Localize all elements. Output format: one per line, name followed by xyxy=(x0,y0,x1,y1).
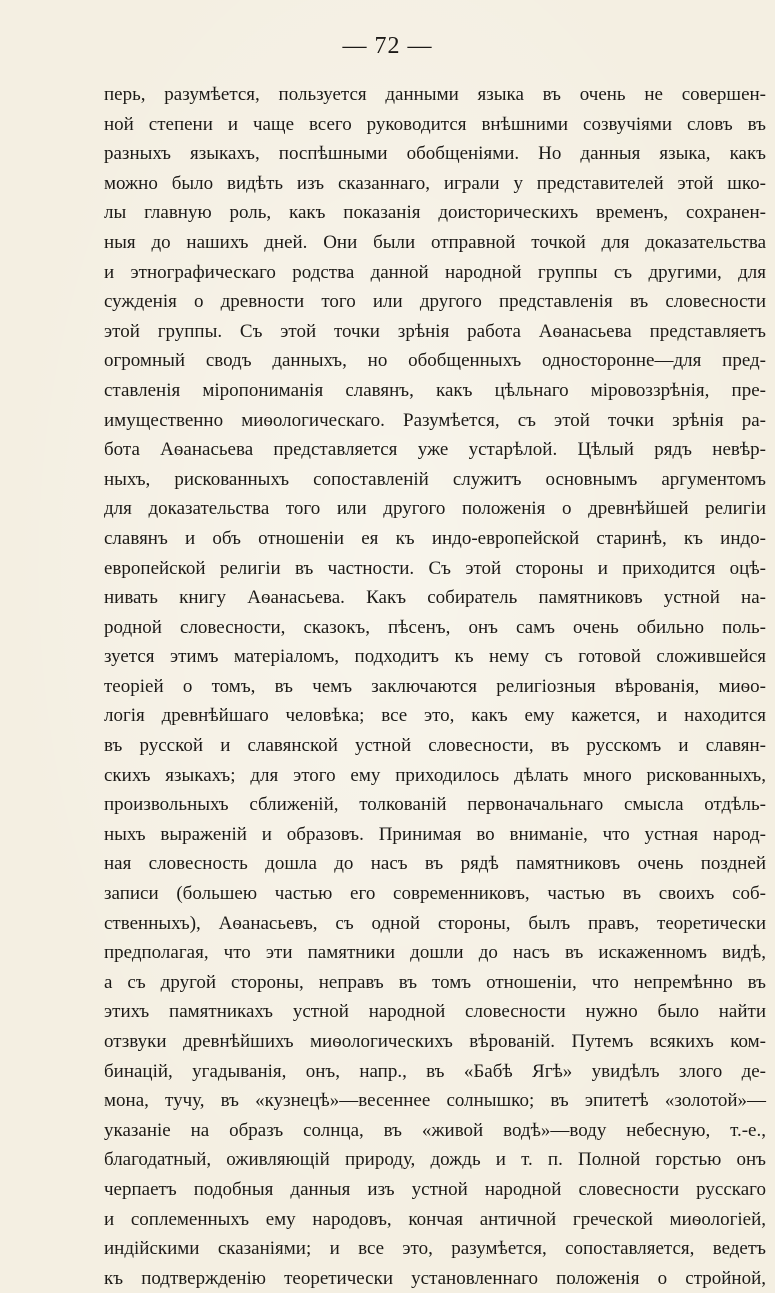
text-line: можно было видѣть изъ сказаннаго, играли у представителей этой шко- xyxy=(104,172,766,194)
text-line: этой группы. Съ этой точки зрѣнія работа Аѳанасьева представляетъ xyxy=(104,320,766,342)
text-line: ставленія міропониманія славянъ, какъ цѣльнаго міровоззрѣнія, пре- xyxy=(104,379,766,401)
text-line: сужденія о древности того или другого представленія въ словесности xyxy=(104,291,766,313)
text-line: нивать книгу Аѳанасьева. Какъ собиратель памятниковъ устной на- xyxy=(104,587,766,609)
text-line: и соплеменныхъ ему народовъ, кончая античной греческой миѳологіей, xyxy=(104,1208,766,1230)
text-line: славянъ и объ отношеніи ея къ индо-европейской старинѣ, къ индо- xyxy=(104,527,766,549)
text-line: огромный сводъ данныхъ, но обобщенныхъ односторонне—для пред- xyxy=(104,350,766,372)
text-line: ныя до нашихъ дней. Они были отправной точкой для доказательства xyxy=(104,231,766,253)
text-line: теоріей о томъ, въ чемъ заключаются религіозныя вѣрованія, миѳо- xyxy=(104,675,766,697)
text-line: для доказательства того или другого положенія о древнѣйшей религіи xyxy=(104,498,766,520)
text-line: этихъ памятникахъ устной народной словесности нужно было найти xyxy=(104,1001,766,1023)
page-number: — 72 — xyxy=(342,33,433,59)
text-line: въ русской и славянской устной словесности, въ русскомъ и славян- xyxy=(104,735,766,757)
text-line: къ подтвержденію теоретически установленнаго положенія о стройной, xyxy=(104,1267,766,1289)
text-line: и этнографическаго родства данной народной группы съ другими, для xyxy=(104,261,766,283)
text-line: бинацій, угадыванія, онъ, напр., въ «Бабѣ Ягѣ» увидѣлъ злого де- xyxy=(104,1060,766,1082)
text-line: скихъ языкахъ; для этого ему приходилось дѣлать много рискованныхъ, xyxy=(104,764,766,786)
text-line: индійскими сказаніями; и все это, разумѣется, сопоставляется, ведетъ xyxy=(104,1238,766,1260)
text-line: а съ другой стороны, неправъ въ томъ отношеніи, что непремѣнно въ xyxy=(104,971,766,993)
text-line: ныхъ выраженій и образовъ. Принимая во вниманіе, что устная народ- xyxy=(104,823,766,845)
text-line: отзвуки древнѣйшихъ миѳологическихъ вѣрованій. Путемъ всякихъ ком- xyxy=(104,1031,766,1052)
text-line: зуется этимъ матеріаломъ, подходитъ къ нему съ готовой сложившейся xyxy=(104,646,766,668)
text-line: указаніе на образъ солнца, въ «живой водѣ»—воду небесную, т.-е., xyxy=(104,1119,766,1141)
text-line: перь, разумѣется, пользуется данными языка въ очень не совершен- xyxy=(104,84,766,105)
text-line: предполагая, что эти памятники дошли до насъ въ искаженномъ видѣ, xyxy=(104,942,766,964)
text-line: мона, тучу, въ «кузнецѣ»—весеннее солнышко; въ эпитетѣ «золотой»— xyxy=(104,1090,766,1112)
text-line: черпаетъ подобныя данныя изъ устной народной словесности русскаго xyxy=(104,1178,766,1200)
text-line: лы главную роль, какъ показанія доисторическихъ временъ, сохранен- xyxy=(104,202,766,224)
text-line: благодатный, оживляющій природу, дождь и т. п. Полной горстью онъ xyxy=(104,1149,766,1171)
text-line: родной словесности, сказокъ, пѣсенъ, онъ самъ очень обильно поль- xyxy=(104,616,766,638)
text-line: ной степени и чаще всего руководится внѣшними созвучіями словъ въ xyxy=(104,113,766,135)
text-line: произвольныхъ сближеній, толкованій первоначальнаго смысла отдѣль- xyxy=(104,794,766,816)
text-line: имущественно миѳологическаго. Разумѣется, съ этой точки зрѣнія ра- xyxy=(104,409,766,431)
text-line: бота Аѳанасьева представляется уже устарѣлой. Цѣлый рядъ невѣр- xyxy=(104,439,766,461)
text-line: разныхъ языкахъ, поспѣшными обобщеніями. Но данныя языка, какъ xyxy=(104,143,766,165)
text-line: ственныхъ), Аѳанасьевъ, съ одной стороны, былъ правъ, теоретически xyxy=(104,912,766,934)
text-line: логія древнѣйшаго человѣка; все это, какъ ему кажется, и находится xyxy=(104,705,766,727)
text-line: ныхъ, рискованныхъ сопоставленій служитъ основнымъ аргументомъ xyxy=(104,468,766,490)
text-line: ная словесность дошла до насъ въ рядѣ памятниковъ очень поздней xyxy=(104,853,766,875)
text-line: записи (большею частью его современниковъ, частью въ своихъ соб- xyxy=(104,883,766,905)
body-text xyxy=(104,80,766,1293)
text-line: европейской религіи въ частности. Съ этой стороны и приходится оцѣ- xyxy=(104,557,766,579)
